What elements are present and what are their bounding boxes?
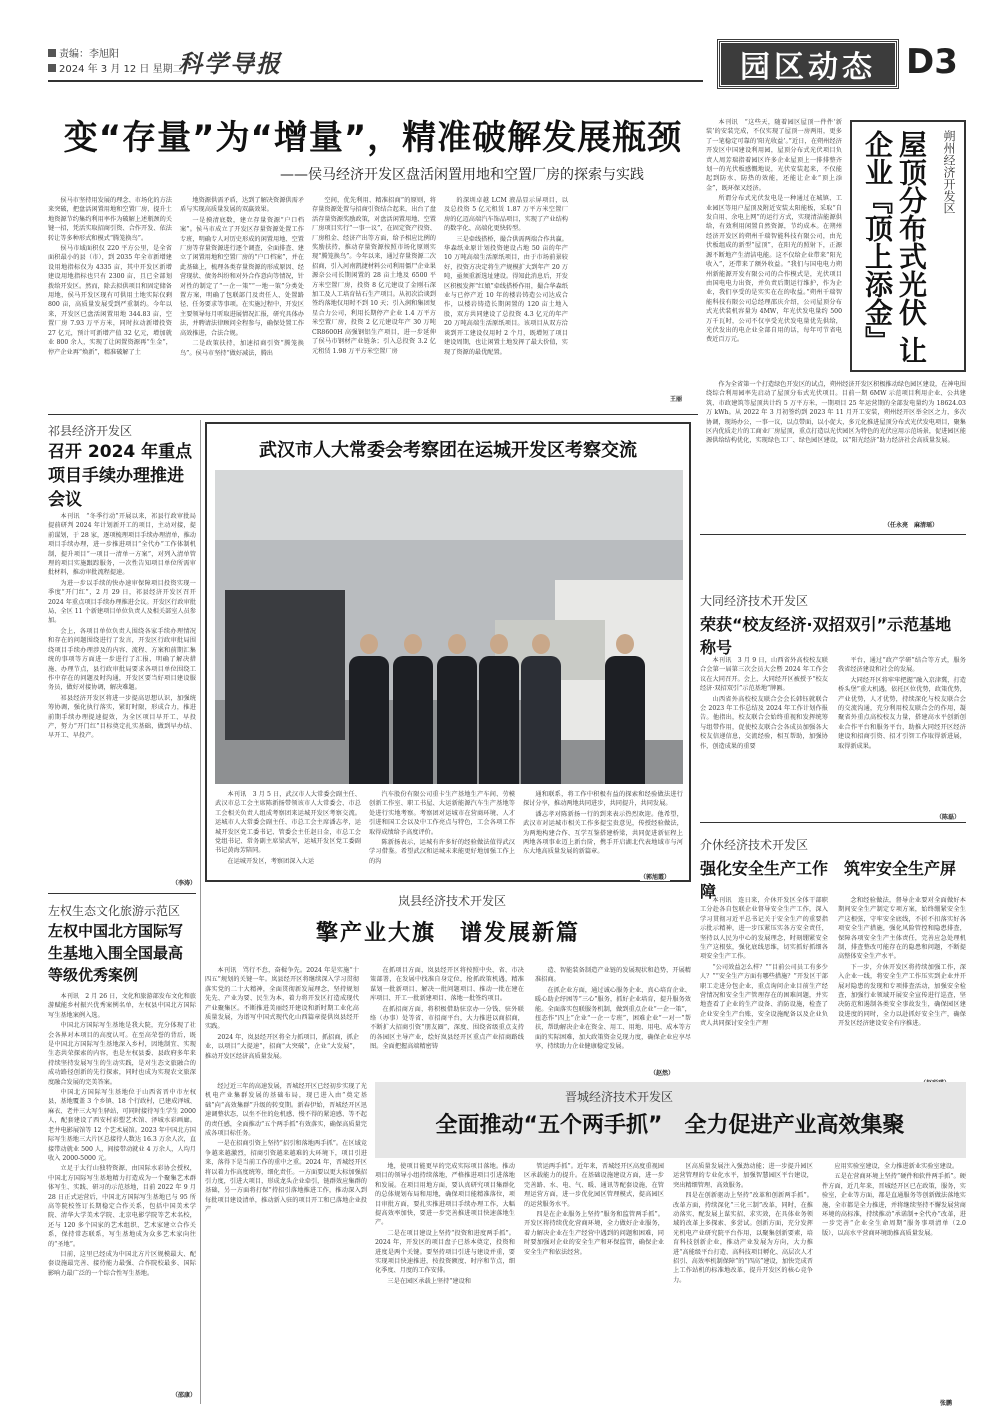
wuhan-para: 汽车股份有限公司重卡生产基地生产车间、劳模创新工作室、职工书屋、大运新能源汽车生产基地等处进行实地考察。考察团对运城市在营商环境、人才引进和国工会以及中工作亮点与特色，工会各项工作取得成绩给予高度评价。 xyxy=(369,791,515,836)
lead-col-2 xyxy=(180,196,304,406)
qixian-para: 会上，各项目单位负责人围绕各家手续办理情况和存在的问题围绕进行了发言，开发区行政审批局围绕项目手续办理涉及的内容、流程、方案和前期汇集统的事项等方面进一步进行了汇报，明确了解决措施、办理节点，县行政审批局要求各项目单位围绕工作中存在的问题及时沟通，开发区要当好项目建设服务员，做好对接协调，解决难题。 xyxy=(48,627,196,692)
lanxian-para: 在抓企业方面，通过诚心服务企业、真心培育企业、暖心助企纾困等“三心”服务，抓好企业培育，提升服务效能。全面落实包联服务机制，做到重点企业“一企一策”，扭态作“四上”企业“一企一专班”，困难企业“一对一”帮扶，帮助解决企业在资金、用工、用地、用电、成本等方面的实际困难，加大政策资金兑现力度，确保企业应享尽享，持续助力企业健康稳定发展。 xyxy=(535,986,691,1051)
datong-para: 山西省外高校校友联合会会长韩钰就联合会 2023 年工作总结及 2024 年工作计划作报告。他指出，校友联合会始终重视和发挥统筹与组带作用，促使校友联合会各成员加强各大校友信递信息，交流经验，相互帮助，加强协作，创造成果的重要 xyxy=(700,695,828,750)
wuhan-author: （郭旭霞） xyxy=(640,874,671,881)
date-line xyxy=(48,60,183,75)
divider-lead xyxy=(48,414,698,415)
zuoquan-region: 左权生态文化旅游示范区 xyxy=(48,904,181,918)
jincheng-para: 五是在营商环境上坚持“硬件和软件两手抓”。硬件方面，近几年来，晋城经开区已在政策，服务，实验室，企业等方面，都是直通服务等创新做法落地实施，全市都是全力推进，并将继续坚持不懈发展营商环境的高标准，持续推动“承诺制+全代办”改革，进一步完善“企业全生命周期”服务事项清单（2.0 版），以高水平营商环境助推高质量发展。 xyxy=(822,1173,966,1237)
jincheng-col-3 xyxy=(673,1162,813,1404)
paper-name: 科学导报 xyxy=(178,49,282,78)
jincheng-para: 三是在园区承载上坚持“建设和 xyxy=(387,1277,471,1285)
zuoquan-body xyxy=(48,992,196,1388)
pv-title: 屋顶分布式光伏 让企业『顶上添金』 xyxy=(861,130,928,364)
jincheng-para: 地，使项目能更早的完成实际项目落地。推动项目的领导小组持续落地，严格推进项目引进落地和发展。在项目用地方面，要认真研究项目集群化的总体规划布局和用地，确保项目能精准落位，项目审批方面，要扎实推进项目手续办理工作，大幅提高效率加快，要进一步完善推进项目快速落地生产。 xyxy=(375,1163,515,1227)
zuoquan-para: 目前，这里已经成为中国北方片区规模最大、配套设施最完善、接待能力最强、合作院校最多、国际影响力最广泛的一个综合性写生基地。 xyxy=(48,1250,196,1277)
masthead-rule xyxy=(48,80,703,82)
jincheng-col-0b xyxy=(205,1336,367,1404)
zuoquan-para: 立足于太行山独特资源，由国际水彩协会授权，中国北方国际写生基地精力打造成为一个聚集艺术群体写生、实践、研习的示范基地，目前 2022 年 9 月 28 日正式运营后，中国北方国际写生基地已与 95 所高等院校签订长期稳定合作关系，包括中国美术学院、清华大学美术学院、北京电影学院等艺术名校，还与 120 多个国家的艺术组织、艺术家建立合作关系，保持常态联系，写生基地成为众多艺术家向往的“圣地”。 xyxy=(48,1165,196,1248)
lead-headline: 变“存量”为“增量”，精准破解发展瓶颈 xyxy=(63,118,683,158)
photo-person xyxy=(391,634,435,784)
datong-para: 平台，通过“政产学研”结合等方式，服务我省经济建设和社会的发展。 xyxy=(838,657,966,674)
jiexiu-para: 下一步，介休开发区将持续加强工作，深入企业一线，将安全生产工作压实到企业并开展对隐患的发现和专项排查活动，加强安全检查，加强行业领域开展安全宣传进行巡查，坚决防范和遏制各类安全事故发生，确保园区建设进度的同时，全力以赴抓好安全生产，确保开发区经济建设安全有序推进。 xyxy=(838,963,966,1028)
qixian-para: 本刊讯 “冬季行动”开展以来，祁县行政审批局提前研判 2024 年计划新开工的项目，主动对接，提前谋划，于 28 家，逐项梳理项目手续办理清单，推动项目手续办理，进一步推进项目“全代办”工作体制机制，提升项目“一项目一清单一方案”，对列入清单管理的项目实施跟踪服务，一次性告知项目单位所需审批材料，推动审批流程提速。 xyxy=(48,513,196,577)
lead-col2-para: 地资源供需矛盾，达到了解决资源供需矛盾与实现高质量发展的双赢效果。 xyxy=(180,197,304,214)
qixian-para: 祁县经济开发区将进一步提高思想认识，加强统筹协调，强化执行落实，紧盯时限，形成合力，推进前期手续办理提速提效，为全区项目早开工、早投产，努力“开门红”目标奠定扎实基础，做到早办结、早开工、早投产。 xyxy=(48,694,196,740)
photo-ceiling xyxy=(215,470,683,540)
jincheng-title: 全面推动“五个两手抓” 全力促进产业高效集聚 xyxy=(435,1113,905,1138)
jincheng-para: 二是在项目建设上坚持“投资和进度两手抓”。2024 年，开发区的项目盘子已基本奠定，投资和进度是两个关键。要坚持项目引进与建设并重，要实现项目快速推进，按投资额度、时序和节点，细化季度、月度的工作安排。 xyxy=(375,1229,515,1275)
issue-date: 2024 年 3 月 12 日 星期二 xyxy=(59,64,183,75)
editor-line xyxy=(48,45,119,60)
lead-col3-para: 空间，优先利用、精准招商”的原则，将存量资源处置与招商引资结合起来，出台了盘活存量资源奖励政策，对盘活闲置用地、空置厂房项目实行“一事一议”，在固定资产投资、厂房租金、经济产出等方面，给予相应比例的奖励扶持，推动存量资源按照市场化原则实现“腾笼换鸟”。今年以来，通过存量资源二次招商，引入河南凯捷材料公司利用僵尸企业果源奈公司长期闲置的 28 亩土地及 6500 平方米空置厂房，投资 8 亿元建设了金刚石深加工及人工培育钻石生产项目。从初次洽谈到签约落地仅用时不到 10 天；引入润和集团复星合力公司，利用长期停产企业 1.4 万平方米空置厂房，投资 2 亿元建设年产 30 万吨 CR8600H 高强钢铝生产项目，进一步延伸了侯马市钢材产业链条；引入总投资 3.2 亿元租赁 1.98 万平方米空置厂房 xyxy=(312,197,436,355)
lanxian-region: 岚县经济技术开发区 xyxy=(398,894,507,908)
lead-col2-para: 一是摸清底数，建立存量资源“户口档案”。侯马市成立了开发区存量资源处置工作专班，明确专人对历史形成的闲置用地、空置厂房等存量资源进行逐个调查，全面排查、建立了闲置用地和空置厂房的“户口档案”，并在此基础上，梳理各类存量资源的形成原因、经营现状、债务纠纷和对外合作意向等情况，针对性的制定了“一企一策”“一地一策”分类处置方案，明确了包联部门及责任人、处置路径、任务要求等事项。在实施过程中，开发区主要领导每月听取进展情况汇报，研究具体办法，并聘请法律顾问全程参与，确保处置工作高效推进，合法合规。 xyxy=(180,216,304,337)
lead-col-3 xyxy=(312,196,436,406)
photo-person xyxy=(603,634,647,784)
qixian-para: 为进一步以手续的快办速审保障项目投资实现一季度“开门红”，2 月 29 日，祁县经济开发区召开 2024 年重点项目手续办理推进会议。开发区行政审批局、全区 11 个新建项目单位负责人及相关部室人员参加。 xyxy=(48,579,196,625)
qixian-author: （李涛） xyxy=(172,880,197,887)
jiexiu-para: “公司效益怎么样？”“目前公司员工有多少人？”“安全生产方面有哪些措施？”开发区干部职工走进分包企业，重点询问企业目前生产经营情况和安全生产管理存在的困难问题，并实地查看了企业的生产设备、消防设施，检查了企业安全生产台账，安全设施配备以及企业负责人共同探讨安全生产理 xyxy=(700,963,828,1028)
datong-author: （陈磊） xyxy=(936,814,961,821)
lead-col1-para: 侯马市坚持用发展的理念、市场化的方法来突破，把盘活闲置用地和空置厂房，提升土地资源节约集约利用率作为破解上述瓶颈的关键一招，凭活实取招商引资、合作开发、依法转让等多种形式和模式“腾笼换鸟”。 xyxy=(48,197,172,242)
pv-para: 作为全省第一个打造绿色开发区的试点，朔州经济开发区积极推动绿色园区建设，在神电围绕综合利用园率先启动了屋顶分布式光伏项目。目前一期 6MW 示范项目利用企业、公共建筑、市政建筑等屋顶共计约 5 万平方米，一期项目 25 年运营期的全部发电量约为 18624.03 万 kWh。从 2022 年 3 月初签约到 2023 年 11 月开工安装，朔州经开区举全区之力，多次协调，现场办公，一事一议，以点带面，以小促大，多元化推进屋顶分布式光伏发电项目，聚集区内优质走片的工商业厂房屋顶，重点打造以光伏园区为特色的光伏应用示范场景，促进园区能源供给结构优化，实现绿色工厂、绿色园区建设，以“阳光经济”助力经济社会高质量发展。 xyxy=(706,381,966,445)
lead-col2-para: 二是政策扶持，加速招商引资“腾笼换鸟”。侯马市坚持“做好减法，腾出 xyxy=(180,340,304,357)
wuhan-para: 本刊讯 3 月 5 日，武汉市人大常委会副主任、武汉市总工会主席陈新扬带领该市人大常委会、市总工会相关负责人组成考察团来运城开发区考察交流。运城市人大常委会副主任、市总工会主席潘志孝，运城开发区党工委书记、管委会主任赵日金，市总工会党组书记、常务副主席梁武军，运城开发区党工委副书记黄海芳陪同。 xyxy=(215,791,361,855)
jiexiu-title: 强化安全生产工作 筑牢安全生产屏障 xyxy=(700,859,957,901)
divider-pv xyxy=(700,534,966,535)
jiexiu-para: 本刊讯 连日来，介休开发区全体干部职工分赴各自包联企业督导安全生产工作，深入学习贯彻习近平总书记关于安全生产的重要指示批示精神，进一步压紧压实各方安全责任，坚持以人民为中心的发展理念，时刻绷紧安全生产这根弦，强化底线思维，切实抓好抓细各项安全生产工作。 xyxy=(700,897,828,961)
jincheng-para: 应用实验室建设，全力推进新业实验室建设。 xyxy=(834,1163,959,1170)
lead-col-4 xyxy=(444,196,568,406)
pv-author: （任永亮 麻清瑶） xyxy=(884,522,939,529)
pv-region: 朔州经济开发区 xyxy=(942,130,956,214)
lanxian-author: （赵然） xyxy=(650,1070,675,1077)
editor-name: 责编：李旭阳 xyxy=(59,49,119,60)
jincheng-region: 晋城经济技术开发区 xyxy=(565,1090,674,1104)
jincheng-col-4 xyxy=(822,1162,966,1394)
jincheng-para: 区高质量发展注入强劲动能；进一步提升园区运营管理的专业化水平，加强智慧园区平台建设，突出精细管理、高效服务。 xyxy=(673,1163,813,1189)
wuhan-col-1 xyxy=(215,790,361,876)
lanxian-title: 擎产业大旗 谱发展新篇 xyxy=(315,921,580,946)
datong-para: 大同经开区将牢牢把握“融入京津冀，打造桥头堡”重大机遇，依托区位优势，政策优势，产业优势，人才优势，持续深化与校友联合会的交流沟通，充分利用校友联合会的作用，凝聚省外重点高校校友力量，搭建高水平创新创业合作平台和服务平台，助推大同经开区经济建设和招商引资、招才引智工作取得新进展，取得新成果。 xyxy=(838,676,966,750)
editor-square-icon xyxy=(48,49,56,57)
photo-person xyxy=(477,634,521,784)
pv-para: 所谓分布式光伏发电是一种通过在城镇、工业园区等用户屋顶及附近安装太阳能板，采取“自发自用、余电上网”的运行方式，实现清洁能源供给，有效利用闲置自然资源，节约成本。在朔州经济开发区的朔州千瑞智能科技有限公司，由光伏板组成的新型“屋顶”，在阳光的照射下，正源源不断地产生清洁电能。这不仅给企业带来“阳光收入”，还带来了额外收益。“我们与国电电力朔州新能源开发有限公司的合作模式是，光伏项目由国电电力出资，并负责后期运行维护，作为企业，我们享受的是实实在在的收益。”朔州千瑞智能科技有限公司总经理邵庆介绍，公司屋顶分布式光伏装机容量为 4MW，年光伏发电量约 500 万千瓦时，公司不仅享受光伏发电量优先供给，光伏发出的电企业全部自用的话，每年可节省电费近百万元。 xyxy=(706,195,842,344)
zuoquan-title: 左权中国北方国际写生基地入围全国最高等级优秀案例 xyxy=(48,922,184,984)
pv-text-bottom xyxy=(706,380,966,518)
qixian-region: 祁县经济开发区 xyxy=(48,424,133,438)
jincheng-col-2 xyxy=(524,1162,664,1404)
wuhan-para: 陈新扬表示，运城有许多好的经验做法值得武汉学习借鉴。希望武汉和运城未来能更好地加强工作上的沟 xyxy=(369,839,515,865)
lead-subtitle: ——侯马经济开发区盘活闲置用地和空置厂房的探索与实践 xyxy=(280,167,644,183)
date-square-icon xyxy=(48,64,56,72)
zuoquan-author: （邵康） xyxy=(172,1392,197,1399)
jincheng-col-0 xyxy=(205,1082,367,1332)
pv-text-top xyxy=(706,118,842,378)
jincheng-col-1 xyxy=(375,1162,515,1404)
photo-person xyxy=(435,634,479,784)
jiexiu-col-1 xyxy=(700,896,828,1082)
jincheng-band xyxy=(375,1082,966,1158)
pv-para: 本刊讯 “这些天，随着园区屋顶一件件‘新装’的安装完成，不仅实现了屋顶一房两用，更多了一笔稳定可靠的‘阳光收益’。”近日，在朔州经济开发区中国建设利用园，屋顶分布式光伏项目负责人周芳瑞指着园区许多企业屋顶上一排排整齐划一的光伏板感慨地说，光伏安装起来，不仅能起到防水、防热的效能，还能让企业“顶上添金”，既环保又经济。 xyxy=(706,119,842,192)
qixian-body xyxy=(48,512,196,880)
lanxian-col-3 xyxy=(535,966,691,1070)
jincheng-para: 管运两手抓”。近年来，晋城经开区高度重视园区承载能力的提升。在基础设施建设方面，进一步完善路、水、电、气、暖、通讯等配套设施，在管理运营方面，进一步优化园区管理模式，提高园区的运营服务水平。 xyxy=(524,1163,664,1208)
lead-col4-para: 的深圳卓越 LCM 液晶显示屏项目，以及总投资 5 亿元租赁 1.87 万平方米空置厂房的亿迈高端汽车饰品项目，实现了产业结构的数字化、高端化更快转型。 xyxy=(444,197,568,233)
qixian-title: 召开 2024 年重点项目手续办理推进会议 xyxy=(48,442,193,510)
wuhan-photo xyxy=(215,470,683,784)
photo-person xyxy=(519,634,563,784)
lead-col-1 xyxy=(48,196,172,406)
lanxian-para: 在抓招商方面，将积极借助驻京办一分钱、驻外联络（办事）处等省、市招商平台，大力推进以商招商，不断扩大招商引资“朋友圈”，深度、围绕省级重点支持的各园区主导产业，绘好岚县经开区重点产业招商路线图。全面把握高端精密铸 xyxy=(370,1005,524,1051)
wuhan-col-2 xyxy=(369,790,515,876)
zuoquan-para: 本刊讯 2 月 26 日，文化和旅游部发布文化和旅游赋能乡村振兴优秀案例名单，左权县中国北方国际写生基地案例入选。 xyxy=(48,993,196,1019)
section-banner xyxy=(718,40,898,88)
datong-title: 荣获“校友经济·双招双引”示范基地称号 xyxy=(700,615,952,657)
jiexiu-region: 介休经济技术开发区 xyxy=(700,838,809,852)
divider-qixian xyxy=(48,893,196,894)
wuhan-para: 在运城开发区，考察团深入大运 xyxy=(227,857,315,865)
divider-vertical xyxy=(200,420,201,1404)
pv-title-box xyxy=(850,120,966,372)
jiexiu-col-2 xyxy=(838,896,966,1082)
wuhan-title: 武汉市人大常委会考察团在运城开发区考察交流 xyxy=(259,440,637,461)
jincheng-para: 四是在企业服务上坚持“服务和监管两手抓”。开发区将持续优化营商环境，全力做好企业服务，着力解决企业在生产经营中遇到的问题和困难，同时要加强对企业的安全生产和环保监管，确保企业安全生产和依法经营。 xyxy=(524,1211,664,1256)
photo-person xyxy=(347,634,391,784)
wuhan-col-3 xyxy=(523,790,683,876)
lanxian-para: 本刊讯 骂行不怠，奋楫争先。2024 年是实施“十四五”规划的关键一年。岚县经开区将继续深入学习贯彻落实党的二十大精神，全面贯彻新发展理念，坚持规划先先、产业为要、民生为本，着力将开发区打造成现代产业聚集区。不断推进美丽经开建设和新时期工业化高质量发展，为谱写中国式现代化山西篇章提供岚县经开实践。 xyxy=(205,967,359,1031)
lead-col4-para: 三是牵线搭桥，撮合供需两端合作共赢。华森纸业原计划投资建设占地 50 亩的年产 10 万吨高端生活原纸项目，由于市场前景较好，投资方决定将生产规模扩大到年产 20 万吨，亟须重新选址建设。得知此消息后，开发区积极发挥“红娘”牵线搭桥作用，撮合华森纸业与已停产近 10 年的楼岩铸造公司达成合作，以楼岩铸造长期闲置的 120 亩土地入股，双方共同建设了总投资 4.3 亿元的年产 20 万吨高端生活原纸项目。该项目从双方洽谈到开工建设仅用时 2 个月，既增短了项目建设周期，也让闲置土地发挥了最大价值，实现了资源的最优配置。 xyxy=(444,235,568,356)
section-name: 园区动态 xyxy=(740,50,876,85)
lanxian-col-2 xyxy=(370,966,524,1070)
masthead xyxy=(0,0,1000,100)
jincheng-para: 四是在创新驱动上坚持“改革和创新两手抓”。改革方面，持续深化“三化三制”改革，同时，在推动落实、配发展上谋实招、求实效，在具体业务领域的改革上多探索、多尝试。创新方面，充分发挥光机电产业研究院平台作用，以聚集创新要素，培育科技创新企业，推动产业发展为方向，大力推进“高能级平台打造、高科技项目孵化、高层次人才招引、高效率机制保障”的“四高”建设，加快完成晋上工作站机的标准地改革，提升开发区的核心竞争力。 xyxy=(673,1192,813,1284)
lead-col-5 xyxy=(576,196,700,406)
photo-truck-left xyxy=(225,590,345,740)
datong-region: 大同经济技术开发区 xyxy=(700,594,809,608)
lanxian-col-1 xyxy=(205,966,359,1070)
lead-author: 王丽 xyxy=(670,396,683,403)
page-number: D3 xyxy=(906,42,958,82)
datong-para: 本刊讯 3 月 9 日，山西省外高校校友联合会第一届第三次会员大会暨 2024 年工作会议在大同召开。会上，大同经开区被授予“校友经济·双招双引”示范基地”牌匾。 xyxy=(700,657,828,693)
jincheng-para: 经过近三年的高速发展，晋城经开区已经初步实现了光机电产业集群发展的基础布局，现已进入由“奠定基础”向“高效集群”升级的转变期。新春伊始，晋城经开区迅速调整状态，以坐不住的危机感、慢不得的紧迫感、等不起的责任感，全面推动“五个两手抓”有效落实，确保高质量完成各项目标任务。 xyxy=(205,1083,367,1138)
datong-col-1 xyxy=(700,656,828,818)
jincheng-para: 一是在招商引资上坚持“招引和落地两手抓”。在区域竞争越来越激烈，招商引资越来越难的大环境下，项目引进来，落得下是当前工作的重中之重。2024 年，晋城经开区将以着力作高度统筹，细化责任。一方面要以更大标加强招引力度，引进大项目，形成龙头企业牵引，链群效应集群的基础，另一方面将打保“持招引落地推进工作，推动深入到每批项目建设清单，推动新入驻的项目开工和已落地企业投产 xyxy=(205,1140,367,1214)
lead-col1-para: 侯马市域面积仅 220 平方公里，是全省面积最小的县（市），到 2035 年全市新增建设用地指标仅为 4335 亩，其中开发区新增建设用地指标也只有 2300 亩，且已全部划拨给开发区。然而，除去拟供项目和固定储备用地，侯马开发区现有可供用土地实际仅剩 800 亩，高质量发展受到严重制约。今年以来，开发区已盘活闲置用地 344.83 亩，空置厂房 7.93 万平方米，同时拉动新增投资 27 亿元，预计可新增产值 32 亿元，增加就业 800 余人，实现了让闲置资源再“生金”，停产企业再“焕新”，精准破解了土 xyxy=(48,245,172,356)
zuoquan-para: 中国北方国际写生基地是我大院，充分体现了社会各界对本项目的高度认可。在至高荣誉的背后，既是中国北方国际写生基地深入乡村，因地制宜、实现生态共荣探索的内容，也是左权县委、县政府多年来持续坚持发展写生的生动实践，是对生态文旅融合的成功路径创新的先行探索，同时也成为实现农文旅深度融合发展的完美答案。 xyxy=(48,1022,196,1086)
wuhan-para: 通和联系，将工作中积极有益的探索和经验做法进行探讨分享，推动两地共同进步，共同提升，共同发展。 xyxy=(523,791,683,808)
lanxian-para: 在抓项目方面，岚县经开区将按照中央、省、市决策部署，在发展中找准自身定位，抢抓政策机遇，精准谋划一批新项目、解决一批问题项目、推动一批在建在库项目、开工一批新建项目、落地一批签约项目。 xyxy=(370,967,524,1003)
datong-col-2 xyxy=(838,656,966,818)
jincheng-author: 张鹏 xyxy=(940,1400,953,1407)
lanxian-para: 造、智能装备制造产业链的发展现状和趋势，开展精准招商。 xyxy=(535,967,691,984)
lanxian-para: 2024 年，岚县经开区将全力抓项目，抓招商，抓企业，以项目“大提速”，招商“大突破”，企业“大发展”，推动开发区经济高质量发展。 xyxy=(205,1033,359,1060)
jiexiu-para: 念和经验做法，督导企业要对全面做好本期间安全生产制定专项方案，始终绷紧安全生产这根弦，守牢安全底线，不折不扣落实好各项安全生产措施，强化风险管控和隐患排查，保障各项安全生产主体责任，完善应急处理机制，排查整改可能存在的隐患和问题，不断提高整体安全生产水平。 xyxy=(838,897,966,961)
zuoquan-para: 中国北方国际写生基地位于山西省晋中市左权县，基地覆盖 3 个乡镇、18 个行政村，已建成泽城、麻衣、老井三大写生驿站，可同时接待写生学生 2000 人，配套建设了西安村彩塑艺术馆、泽城水彩画廊。老井电影展馆等 12 个艺术展馆。2023 年中国北方国际写生基地三大片区总接待人数达 16.3 万余人次，直接带动就业 500 人，间接带动就业 4 万余人，人均月收入 2000-5000 元。 xyxy=(48,1089,196,1162)
divider-datong xyxy=(700,822,966,823)
wuhan-para: 潘志孝对陈新扬一行的到来表示热烈欢迎。他希望，武汉市对运城市相关工作多提宝贵意见，传授经验做法，为两地构建合作、互学互鉴搭建桥梁，共同促进新征程上两地各项事业迈上新台阶，携手开启湖北代表地域市与河东大地高质量发展的新篇章。 xyxy=(523,810,683,856)
